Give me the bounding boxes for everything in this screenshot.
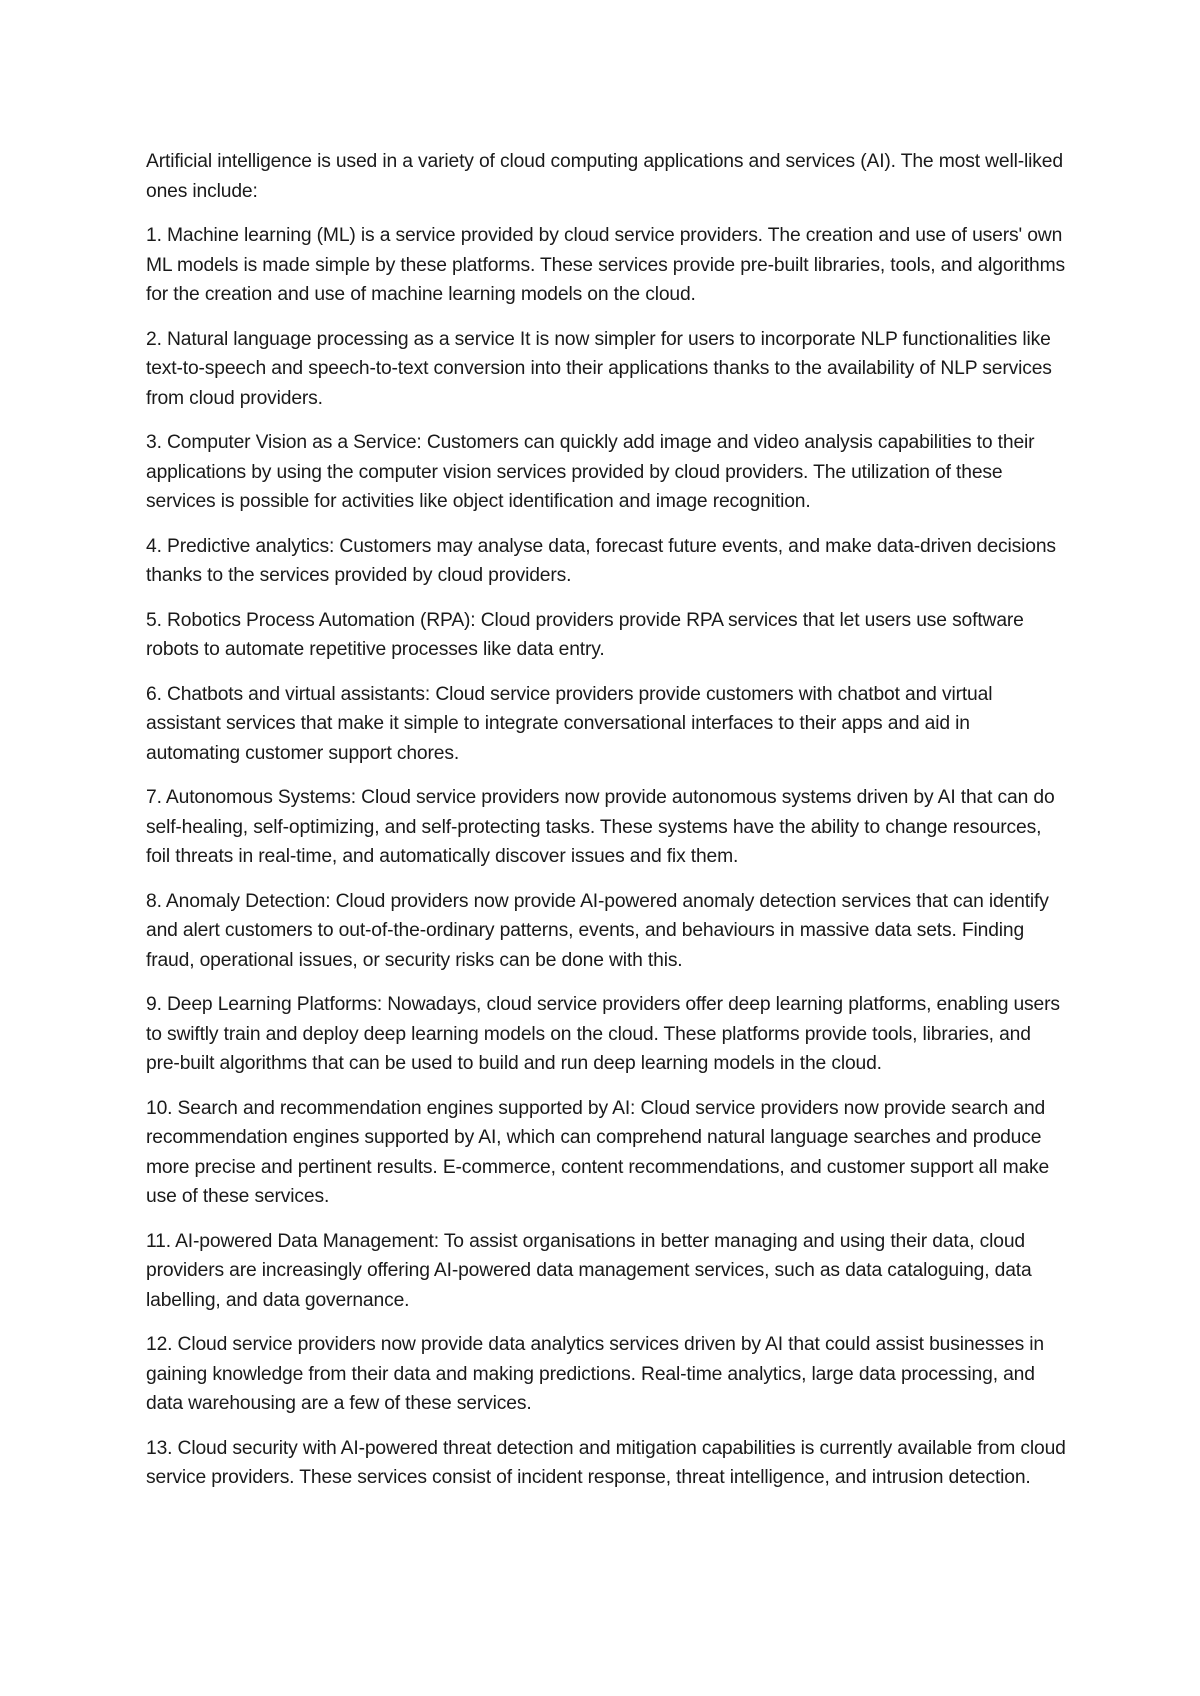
list-item-1: 1. Machine learning (ML) is a service provided by cloud service providers. The creation and use of users' own ML models is made simple by these platforms. These services provide pre-built libraries, tools, and algorithms for the creation and use of machine learning models on the cloud. <box>146 225 1066 305</box>
list-item-8: 8. Anomaly Detection: Cloud providers now provide AI-powered anomaly detection services that can identify and alert customers to out-of-the-ordinary patterns, events, and behaviours in massive data sets. Finding fraud, operational issues, or security risks can be done with this. <box>146 890 1049 971</box>
list-item-11: 11. AI-powered Data Management: To assist organisations in better managing and using their data, cloud providers are increasingly offering AI-powered data management services, such as data cataloguing, data labelling, and data governance. <box>146 1230 1032 1311</box>
document-body <box>146 147 1066 1508</box>
list-item-4: 4. Predictive analytics: Customers may analyse data, forecast future events, and make data-driven decisions thanks to the services provided by cloud providers. <box>146 535 1056 586</box>
list-item-5: 5. Robotics Process Automation (RPA): Cloud providers provide RPA services that let users use software robots to automate repetitive processes like data entry. <box>146 609 1024 660</box>
list-item-6: 6. Chatbots and virtual assistants: Cloud service providers provide customers with chatbot and virtual assistant services that make it simple to integrate conversational interfaces to their apps and aid in automating customer support chores. <box>146 683 993 764</box>
list-item-10: 10. Search and recommendation engines supported by AI: Cloud service providers now provide search and recommendation engines supported by AI, which can comprehend natural language searches and produce more precise and pertinent results. E-commerce, content recommendations, and customer support all make use of these services. <box>146 1097 1050 1207</box>
list-item-12: 12. Cloud service providers now provide data analytics services driven by AI that could assist businesses in gaining knowledge from their data and making predictions. Real-time analytics, large data processing, and data warehousing are a few of these services. <box>146 1334 1044 1414</box>
intro-paragraph: Artificial intelligence is used in a variety of cloud computing applications and services (AI). The most well-liked ones include: <box>146 151 1063 202</box>
list-item-7: 7. Autonomous Systems: Cloud service providers now provide autonomous systems driven by AI that can do self-healing, self-optimizing, and self-protecting tasks. These systems have the ability to change resources, foil threats in real-time, and automatically discover issues and fix them. <box>146 787 1055 867</box>
list-item-13: 13. Cloud security with AI-powered threat detection and mitigation capabilities is currently available from cloud service providers. These services consist of incident response, threat intelligence, and intrusion detection. <box>146 1437 1066 1488</box>
list-item-2: 2. Natural language processing as a service It is now simpler for users to incorporate NLP functionalities like text-to-speech and speech-to-text conversion into their applications thanks to the availability of NLP services from cloud providers. <box>146 328 1052 409</box>
list-item-9: 9. Deep Learning Platforms: Nowadays, cloud service providers offer deep learning platforms, enabling users to swiftly train and deploy deep learning models on the cloud. These platforms provide tools, libraries, and pre-built algorithms that can be used to build and run deep learning models in the cloud. <box>146 994 1060 1074</box>
list-item-3: 3. Computer Vision as a Service: Customers can quickly add image and video analysis capabilities to their applications by using the computer vision services provided by cloud providers. The utilization of these services is possible for activities like object identification and image recognition. <box>146 432 1035 512</box>
